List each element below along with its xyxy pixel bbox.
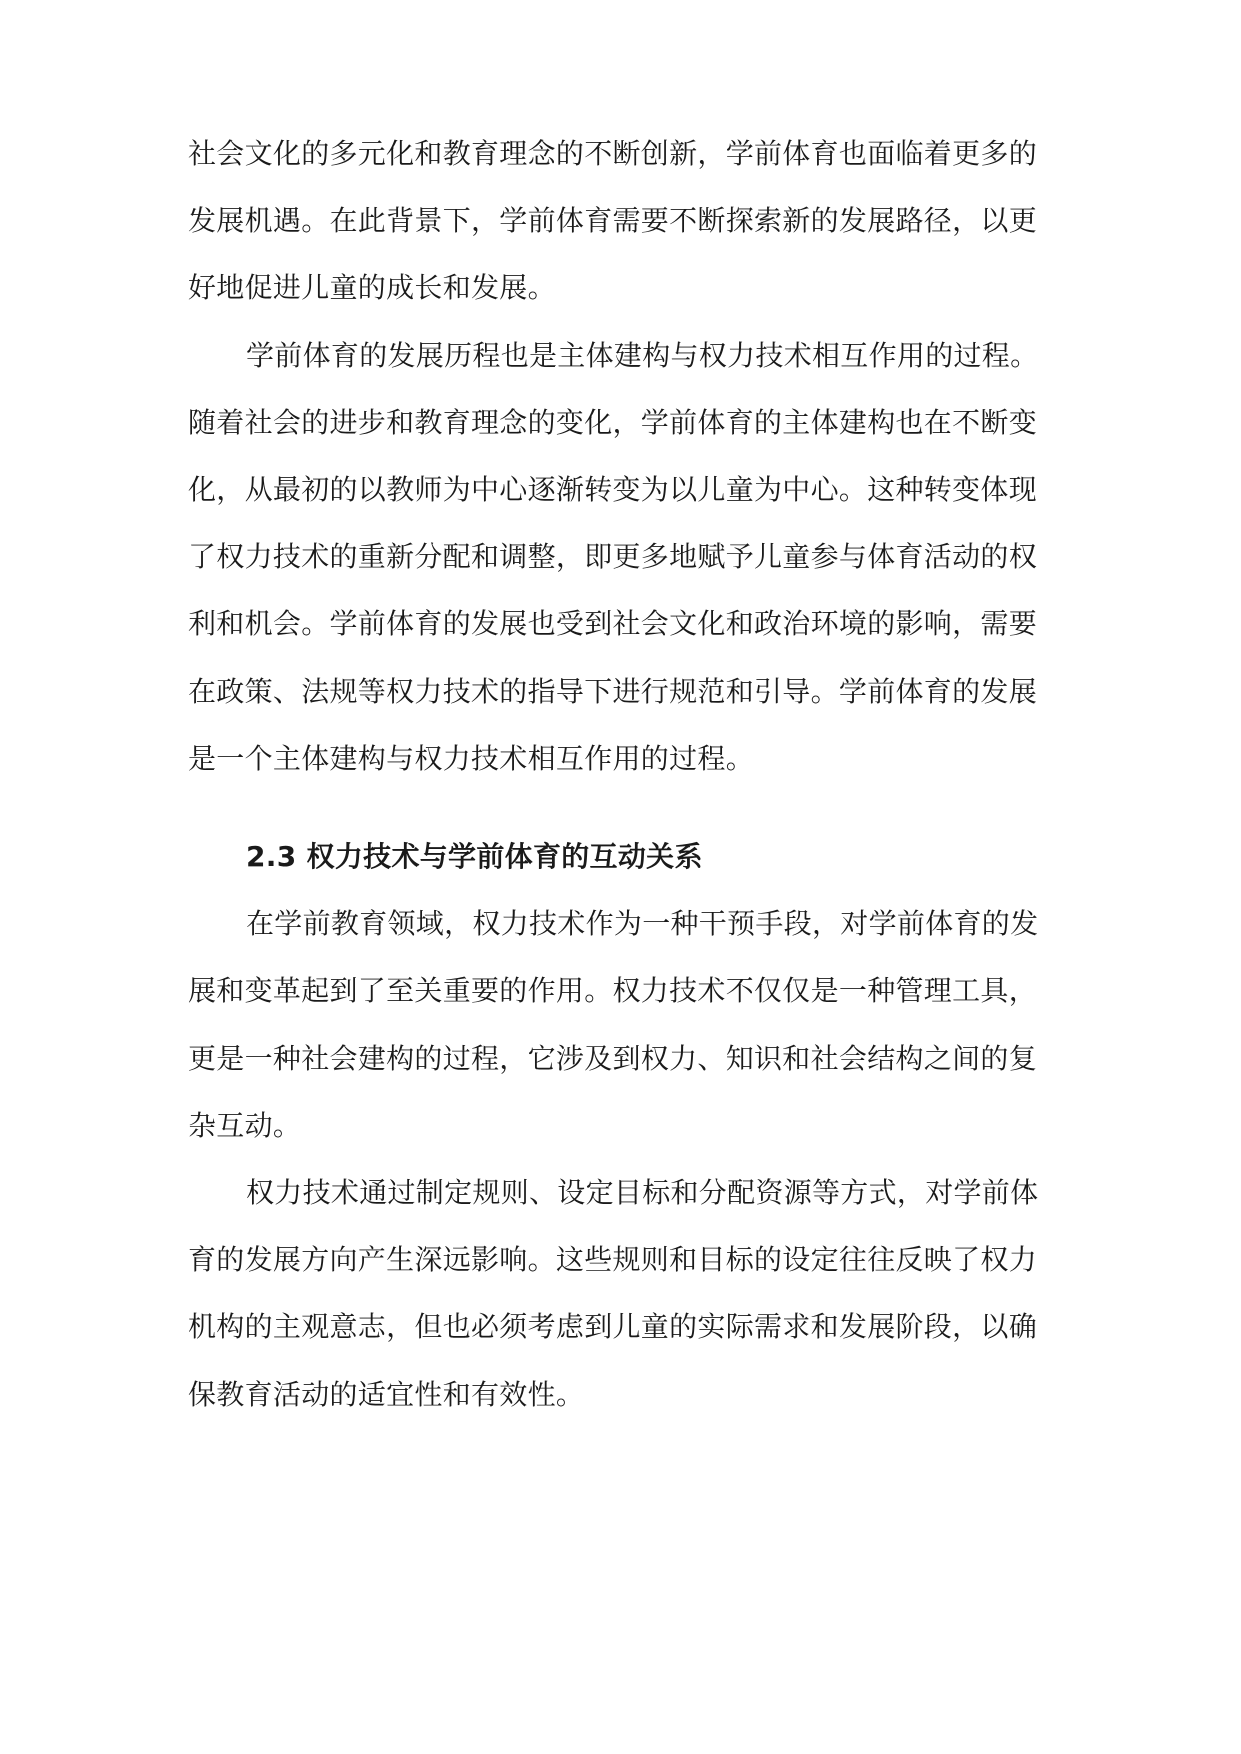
- paragraph-line: 机构的主观意志，但也必须考虑到儿童的实际需求和发展阶段，以确: [188, 1310, 1038, 1343]
- paragraph-line: 发展机遇。在此背景下，学前体育需要不断探索新的发展路径，以更: [188, 204, 1038, 237]
- paragraph-line: 学前体育的发展历程也是主体建构与权力技术相互作用的过程。: [246, 339, 1039, 372]
- paragraph-line: 化，从最初的以教师为中心逐渐转变为以儿童为中心。这种转变体现: [188, 473, 1038, 506]
- paragraph-line: 是一个主体建构与权力技术相互作用的过程。: [188, 742, 755, 775]
- paragraph-line: 随着社会的进步和教育理念的变化，学前体育的主体建构也在不断变: [188, 406, 1038, 439]
- paragraph-line: 利和机会。学前体育的发展也受到社会文化和政治环境的影响，需要: [188, 607, 1038, 640]
- section-heading: 2.3 权力技术与学前体育的互动关系: [246, 840, 703, 873]
- paragraph-line: 了权力技术的重新分配和调整，即更多地赋予儿童参与体育活动的权: [188, 540, 1038, 573]
- paragraph-line: 杂互动。: [188, 1109, 302, 1142]
- paragraph-line: 保教育活动的适宜性和有效性。: [188, 1378, 585, 1411]
- paragraph-line: 更是一种社会建构的过程，它涉及到权力、知识和社会结构之间的复: [188, 1042, 1038, 1075]
- paragraph-line: 在学前教育领域，权力技术作为一种干预手段，对学前体育的发: [246, 907, 1039, 940]
- paragraph-line: 好地促进儿童的成长和发展。: [188, 271, 556, 304]
- paragraph-line: 权力技术通过制定规则、设定目标和分配资源等方式，对学前体: [246, 1176, 1039, 1209]
- paragraph-line: 社会文化的多元化和教育理念的不断创新，学前体育也面临着更多的: [188, 137, 1038, 170]
- paragraph-line: 展和变革起到了至关重要的作用。权力技术不仅仅是一种管理工具，: [188, 974, 1038, 1007]
- paragraph-line: 育的发展方向产生深远影响。这些规则和目标的设定往往反映了权力: [188, 1243, 1038, 1276]
- paragraph-line: 在政策、法规等权力技术的指导下进行规范和引导。学前体育的发展: [188, 675, 1038, 708]
